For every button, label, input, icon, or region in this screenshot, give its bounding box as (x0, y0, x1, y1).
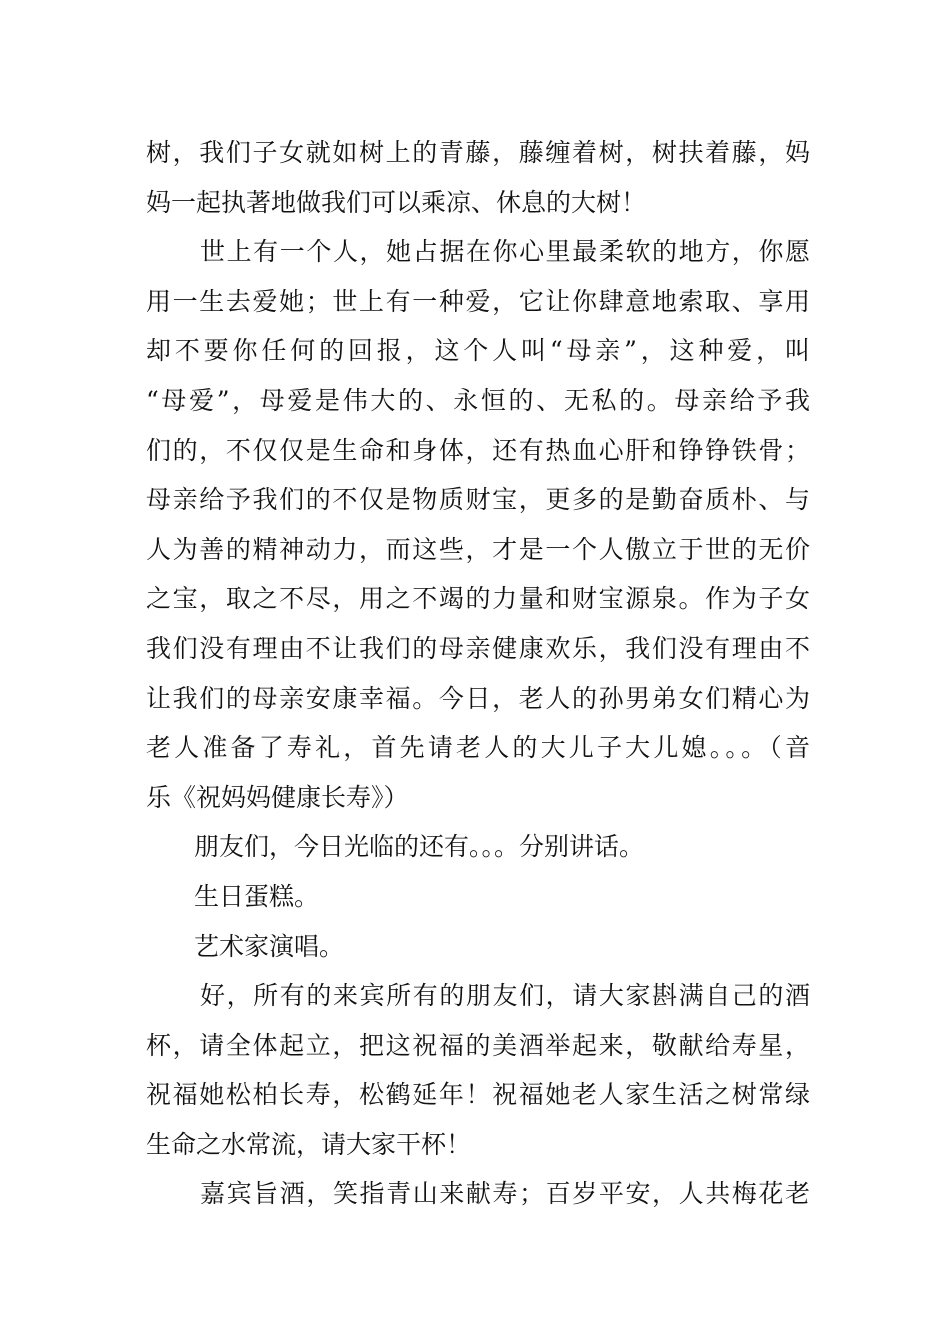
text-line: 之宝，取之不尽，用之不竭的力量和财宝源泉。作为子女 (146, 584, 810, 614)
paragraph-line: 艺术家演唱。 (194, 931, 345, 961)
text-line: “母爱”，母爱是伟大的、永恒的、无私的。母亲给予我 (146, 385, 810, 415)
text-line: 我们没有理由不让我们的母亲健康欢乐，我们没有理由不 (146, 633, 810, 663)
text-line: 让我们的母亲安康幸福。今日，老人的孙男弟女们精心为 (146, 683, 810, 713)
paragraph-start-line: 好，所有的来宾所有的朋友们，请大家斟满自己的酒 (200, 981, 810, 1011)
text-line: 乐《祝妈妈健康长寿》） (146, 782, 409, 812)
text-line: 生命之水常流，请大家干杯！ (146, 1129, 472, 1159)
paragraph-line: 生日蛋糕。 (194, 881, 320, 911)
text-line: 们的，不仅仅是生命和身体，还有热血心肝和铮铮铁骨； (146, 435, 810, 465)
paragraph-start-line: 世上有一个人，她占据在你心里最柔软的地方，你愿 (200, 237, 810, 267)
text-line: 祝福她松柏长寿，松鹤延年！祝福她老人家生活之树常绿 (146, 1080, 810, 1110)
paragraph-line: 朋友们，今日光临的还有。。。分别讲话。 (194, 832, 645, 862)
text-line: 妈一起执著地做我们可以乘凉、休息的大树！ (146, 187, 647, 217)
text-line: 母亲给予我们的不仅是物质财宝，更多的是勤奋质朴、与 (146, 485, 810, 515)
text-line: 人为善的精神动力，而这些，才是一个人傲立于世的无价 (146, 534, 810, 564)
text-line: 老人准备了寿礼，首先请老人的大儿子大儿媳。。。（音 (146, 733, 810, 763)
text-line: 用一生去爱她；世上有一种爱，它让你肆意地索取、享用 (146, 286, 810, 316)
text-line: 杯，请全体起立，把这祝福的美酒举起来，敬献给寿星， (146, 1030, 810, 1060)
paragraph-start-line: 嘉宾旨酒，笑指青山来献寿；百岁平安，人共梅花老 (200, 1179, 810, 1209)
document-body (146, 128, 810, 1219)
text-line: 却不要你任何的回报，这个人叫“母亲”，这种爱，叫 (146, 336, 810, 366)
text-line: 树，我们子女就如树上的青藤，藤缠着树，树扶着藤，妈 (146, 138, 810, 167)
